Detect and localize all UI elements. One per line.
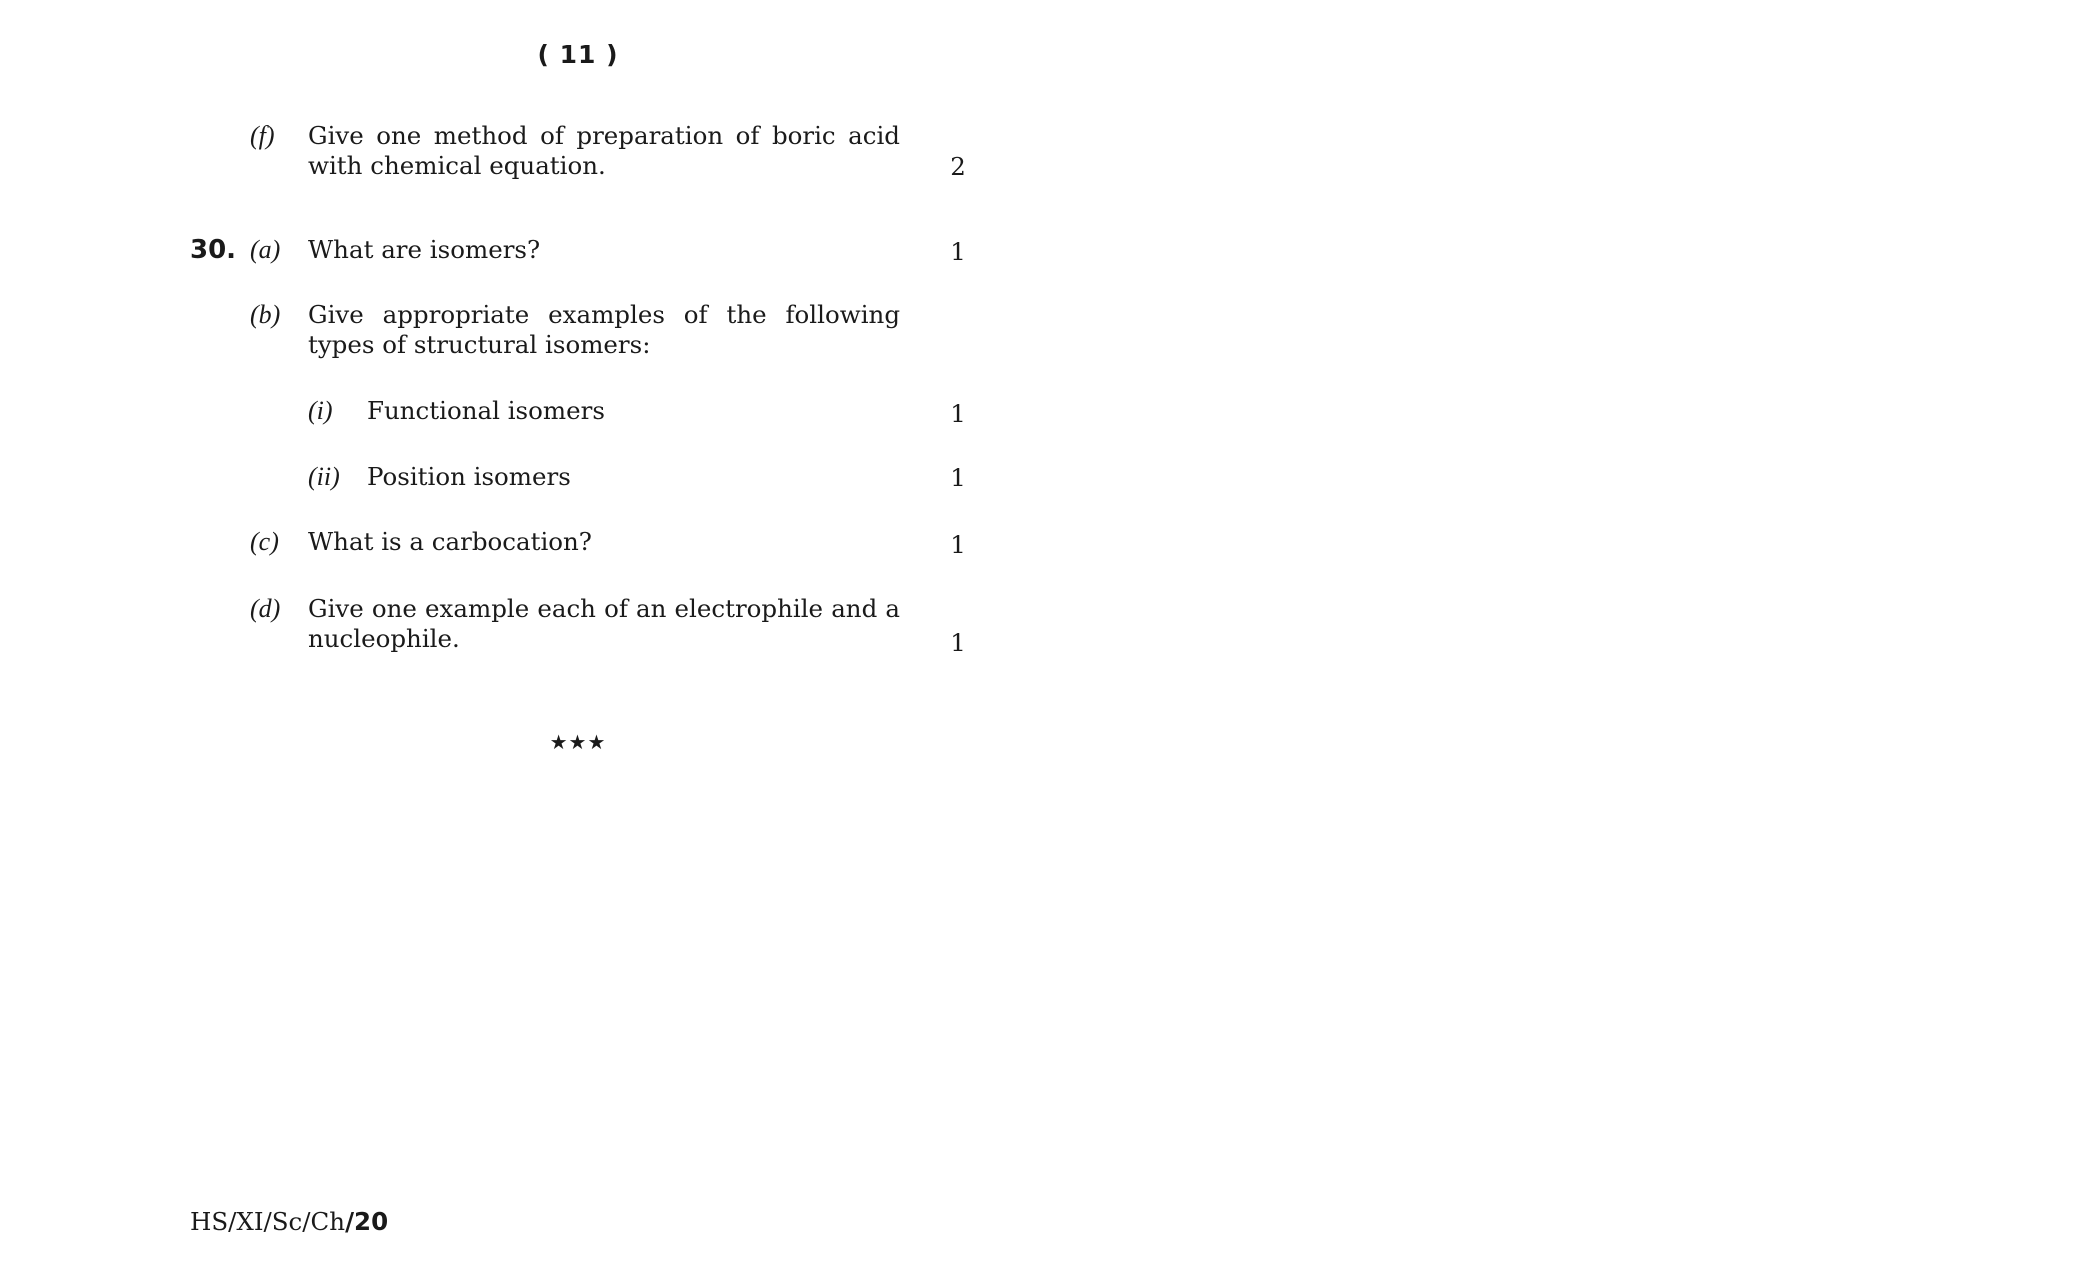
sub-question-label-b: (b): [250, 300, 281, 329]
paper-code-prefix: HS/XI/Sc/Ch: [190, 1207, 346, 1236]
sub-question-text-a: What are isomers?: [308, 235, 541, 264]
sub-item-label-i: (i): [308, 396, 333, 425]
sub-question-label-d: (d): [250, 594, 281, 623]
end-of-paper-stars: ★★★: [549, 730, 607, 754]
sub-item-text-ii: Position isomers: [367, 462, 571, 491]
page-number: ( 11 ): [537, 40, 619, 69]
paper-code-footer: [190, 1207, 388, 1236]
marks-c: 1: [950, 530, 966, 559]
sub-question-text-c: What is a carbocation?: [308, 527, 592, 556]
sub-question-label-a: (a): [250, 235, 281, 264]
marks-a: 1: [950, 237, 966, 266]
sub-question-text-b: Give appropriate examples of the following types of structural isomers:: [308, 300, 900, 359]
sub-question-label-f: (f): [250, 121, 275, 150]
marks-f: 2: [950, 152, 966, 181]
paper-code-suffix: /20: [345, 1207, 389, 1236]
sub-question-text-d: Give one example each of an electrophile and a nucleophile.: [308, 594, 900, 653]
marks-b-ii: 1: [950, 463, 966, 492]
marks-b-i: 1: [950, 399, 966, 428]
sub-question-label-c: (c): [250, 527, 279, 556]
question-number-30: 30.: [190, 235, 237, 265]
sub-item-label-ii: (ii): [308, 462, 340, 491]
marks-d: 1: [950, 628, 966, 657]
sub-question-text-f: Give one method of preparation of boric acid with chemical equation.: [308, 121, 900, 180]
sub-item-text-i: Functional isomers: [367, 396, 605, 425]
